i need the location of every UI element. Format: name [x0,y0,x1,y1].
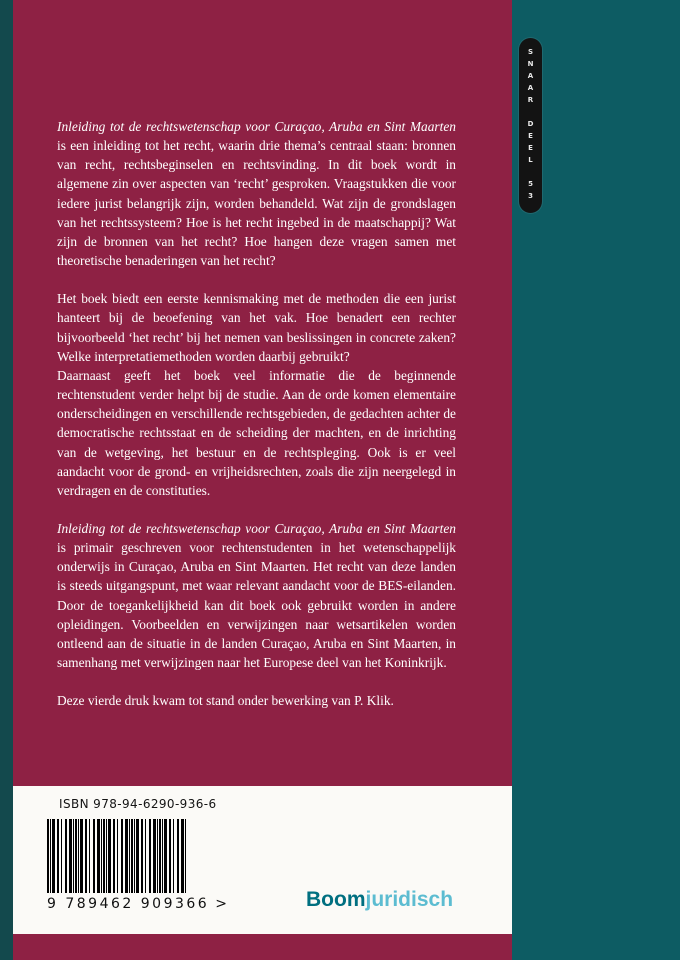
paragraph-text: is een inleiding tot het recht, waarin drie thema’s centraal staan: bronnen van recht, rechtsbeginselen en rechtsvinding. In dit boek wordt in algemene zin over aspecten van ‘recht’ gesproken. Vraagstukken die voor iedere jurist belangrijk zijn, worden behandeld. Wat zijn de grondslagen van het rechtssysteem? Hoe is het recht ingebed in de maatschappij? Wat zijn de bronnen van het recht? Hoe hangen deze vragen samen met theoretische benaderingen van het recht? [57,138,456,269]
barcode [47,819,227,912]
paragraph-text: Daarnaast geeft het boek veel informatie die de beginnende rechtenstudent verder helpt bij de studie. Aan de orde komen elementaire onderscheidingen en verschillende rechtsgebieden, de gedachten achter de democratische rechtsstaat en de scheiding der machten, en de inrichting van de wetgeving, het bestuur en de rechtspleging. Ook is er veel aandacht voor de grond- en vrijheidsrechten, zoals die zijn neergelegd in verdragen en de constituties. [57,367,456,498]
barcode-bars [47,819,227,893]
book-title-italic: Inleiding tot de rechtswetenschap voor Curaçao, Aruba en Sint Maarten [57,119,456,134]
back-cover-blurb [57,117,456,710]
publisher-logo [306,888,453,912]
isbn-label: ISBN 978-94-6290-936-6 [59,797,217,811]
publisher-name-juridisch: juridisch [365,888,454,911]
paragraph [57,691,456,710]
paragraph [57,366,456,500]
paragraph [57,519,456,672]
left-edge-strip [0,0,13,960]
series-pill [519,38,542,213]
series-label: SNAAR DEEL 53 [526,47,535,204]
right-teal-band [512,0,680,960]
barcode-arrow: > [215,896,227,912]
paragraph [57,289,456,366]
barcode-digits-row [47,896,227,912]
barcode-digits: 9 789462 909366 [47,896,210,912]
paragraph-text: Deze vierde druk kwam tot stand onder bewerking van P. Klik. [57,693,394,709]
paragraph-text: Het boek biedt een eerste kennismaking met de methoden die een jurist hanteert bij de beoefening van het vak. Hoe benadert een rechter bijvoorbeeld ‘het recht’ bij het nemen van beslissingen in concrete zaken? Welke interpretatiemethoden worden daarbij gebruikt? [57,291,456,364]
footer-white-panel [13,786,512,934]
publisher-name-boom: Boom [306,888,366,911]
paragraph [57,117,456,270]
paragraph-text: is primair geschreven voor rechtenstudenten in het wetenschappelijk onderwijs in Curaçao, Aruba en Sint Maarten. Het recht van deze landen is steeds uitgangspunt, met waar relevant aandacht voor de BES-eilanden. Door de toegankelijkheid kan dit boek ook gebruikt worden in andere opleidingen. Voorbeelden en verwijzingen naar wetsartikelen worden ontleend aan de situatie in de landen Curaçao, Aruba en Sint Maarten, in samenhang met verwijzingen naar het Europese deel van het Koninkrijk. [57,540,456,671]
book-title-italic: Inleiding tot de rechtswetenschap voor Curaçao, Aruba en Sint Maarten [57,520,456,536]
